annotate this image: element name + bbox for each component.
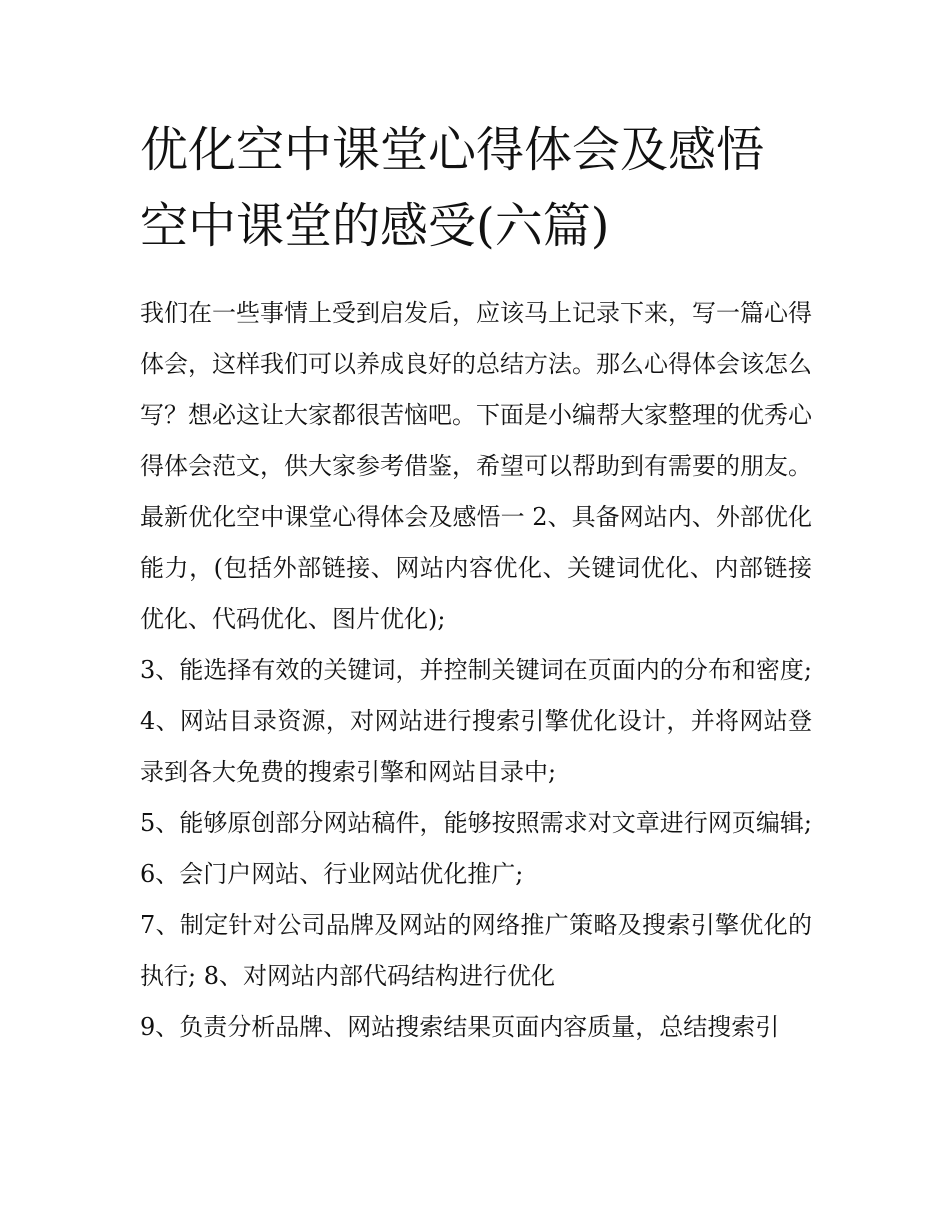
body-paragraph-2: 3、能选择有效的关键词，并控制关键词在页面内的分布和密度; 4、网站目录资源，对网站进行搜索引擎优化设计，并将网站登录到各大免费的搜索引擎和网站目录中; (140, 656, 812, 786)
body-paragraph-3: 5、能够原创部分网站稿件，能够按照需求对文章进行网页编辑; 6、会门户网站、行业网站优化推广; (140, 809, 812, 888)
body-paragraph-5: 9、负责分析品牌、网站搜索结果页面内容质量，总结搜索引 (140, 1013, 780, 1041)
body-paragraph-4: 7、制定针对公司品牌及网站的网络推广策略及搜索引擎优化的执行; 8、对网站内部代码结构进行优化 (140, 911, 812, 990)
document-title (140, 112, 812, 264)
title-line-2: 空中课堂的感受(六篇) (140, 198, 610, 254)
body-paragraph-1: 最新优化空中课堂心得体会及感悟一 2、具备网站内、外部优化能力，(包括外部链接、网站内容优化、关键词优化、内部链接优化、代码优化、图片优化); (140, 503, 812, 633)
title-line-1: 优化空中课堂心得体会及感悟 (140, 122, 765, 178)
document-content (140, 112, 812, 1053)
intro-paragraph: 我们在一些事情上受到启发后，应该马上记录下来，写一篇心得体会，这样我们可以养成良好的总结方法。那么心得体会该怎么写？想必这让大家都很苦恼吧。下面是小编帮大家整理的优秀心得体会范文，供大家参考借鉴，希望可以帮助到有需要的朋友。 (140, 299, 812, 480)
